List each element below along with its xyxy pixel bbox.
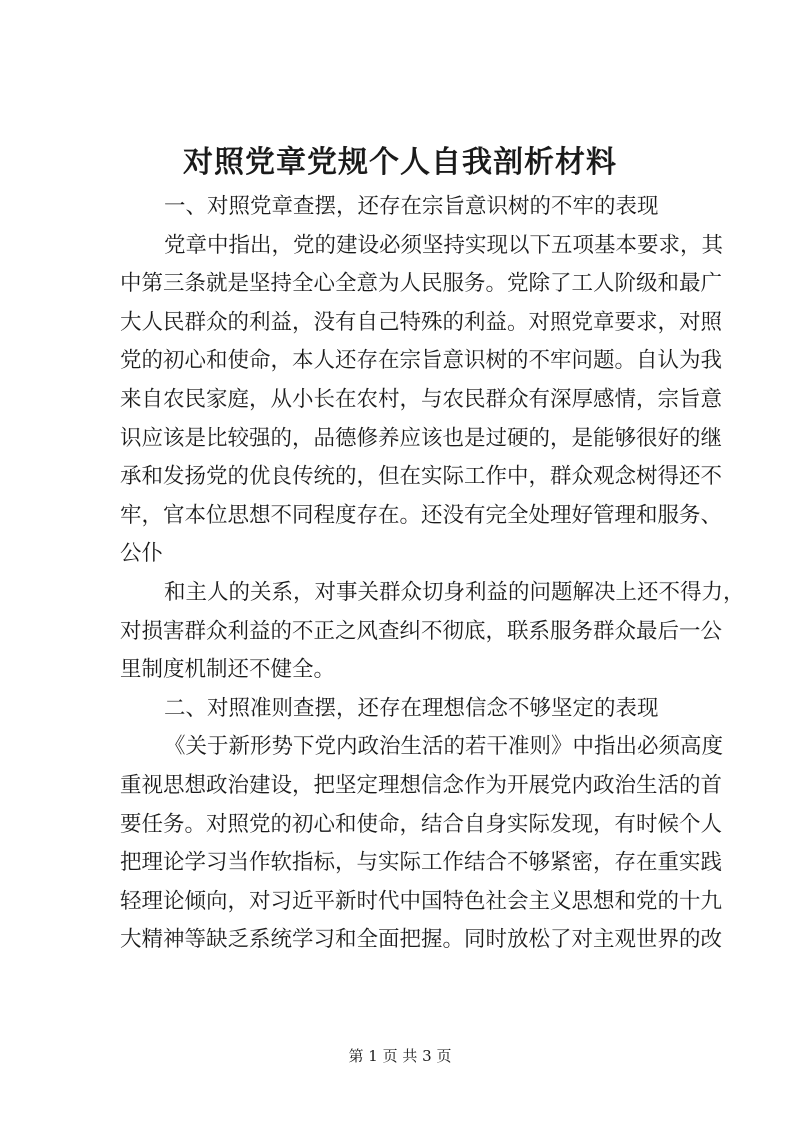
- body-line: 和主人的关系，对事关群众切身利益的问题解决上还不得力，: [164, 579, 745, 605]
- document-body: [120, 188, 745, 960]
- body-line: 把理论学习当作软指标，与实际工作结合不够紧密，存在重实践: [120, 850, 723, 876]
- body-line: 对损害群众利益的不正之风查纠不彻底，联系服务群众最后一公: [120, 618, 723, 644]
- body-line: 大精神等缺乏系统学习和全面把握。同时放松了对主观世界的改: [120, 927, 723, 953]
- page-title: 对照党章党规个人自我剖析材料: [183, 145, 617, 180]
- section-heading: 二、对照准则查摆，还存在理想信念不够坚定的表现: [164, 695, 659, 721]
- body-line: 党章中指出，党的建设必须坚持实现以下五项基本要求，其: [164, 232, 724, 258]
- body-line: 要任务。对照党的初心和使命，结合自身实际发现，有时候个人: [120, 811, 723, 837]
- body-line: 承和发扬党的优良传统的，但在实际工作中，群众观念树得还不: [120, 464, 723, 490]
- body-line: 牢，官本位思想不同程度存在。还没有完全处理好管理和服务、: [120, 502, 723, 528]
- section-heading: 一、对照党章查摆，还存在宗旨意识树的不牢的表现: [164, 194, 659, 219]
- body-line: 大人民群众的利益，没有自己特殊的利益。对照党章要求，对照: [120, 309, 723, 335]
- body-line: 轻理论倾向，对习近平新时代中国特色社会主义思想和党的十九: [120, 888, 723, 914]
- body-line: 重视思想政治建设，把坚定理想信念作为开展党内政治生活的首: [120, 772, 723, 798]
- page-footer: 第 1 页 共 3 页: [348, 1047, 452, 1065]
- body-line: 《关于新形势下党内政治生活的若干准则》中指出必须高度: [164, 734, 724, 760]
- body-line: 来自农民家庭，从小长在农村，与农民群众有深厚感情，宗旨意: [120, 386, 723, 412]
- body-line: 识应该是比较强的，品德修养应该也是过硬的，是能够很好的继: [120, 425, 723, 451]
- body-line: 中第三条就是坚持全心全意为人民服务。党除了工人阶级和最广: [120, 271, 723, 297]
- body-line: 里制度机制还不健全。: [120, 657, 336, 683]
- body-line: 党的初心和使命，本人还存在宗旨意识树的不牢问题。自认为我: [120, 348, 723, 374]
- body-line: 公仆: [120, 541, 164, 567]
